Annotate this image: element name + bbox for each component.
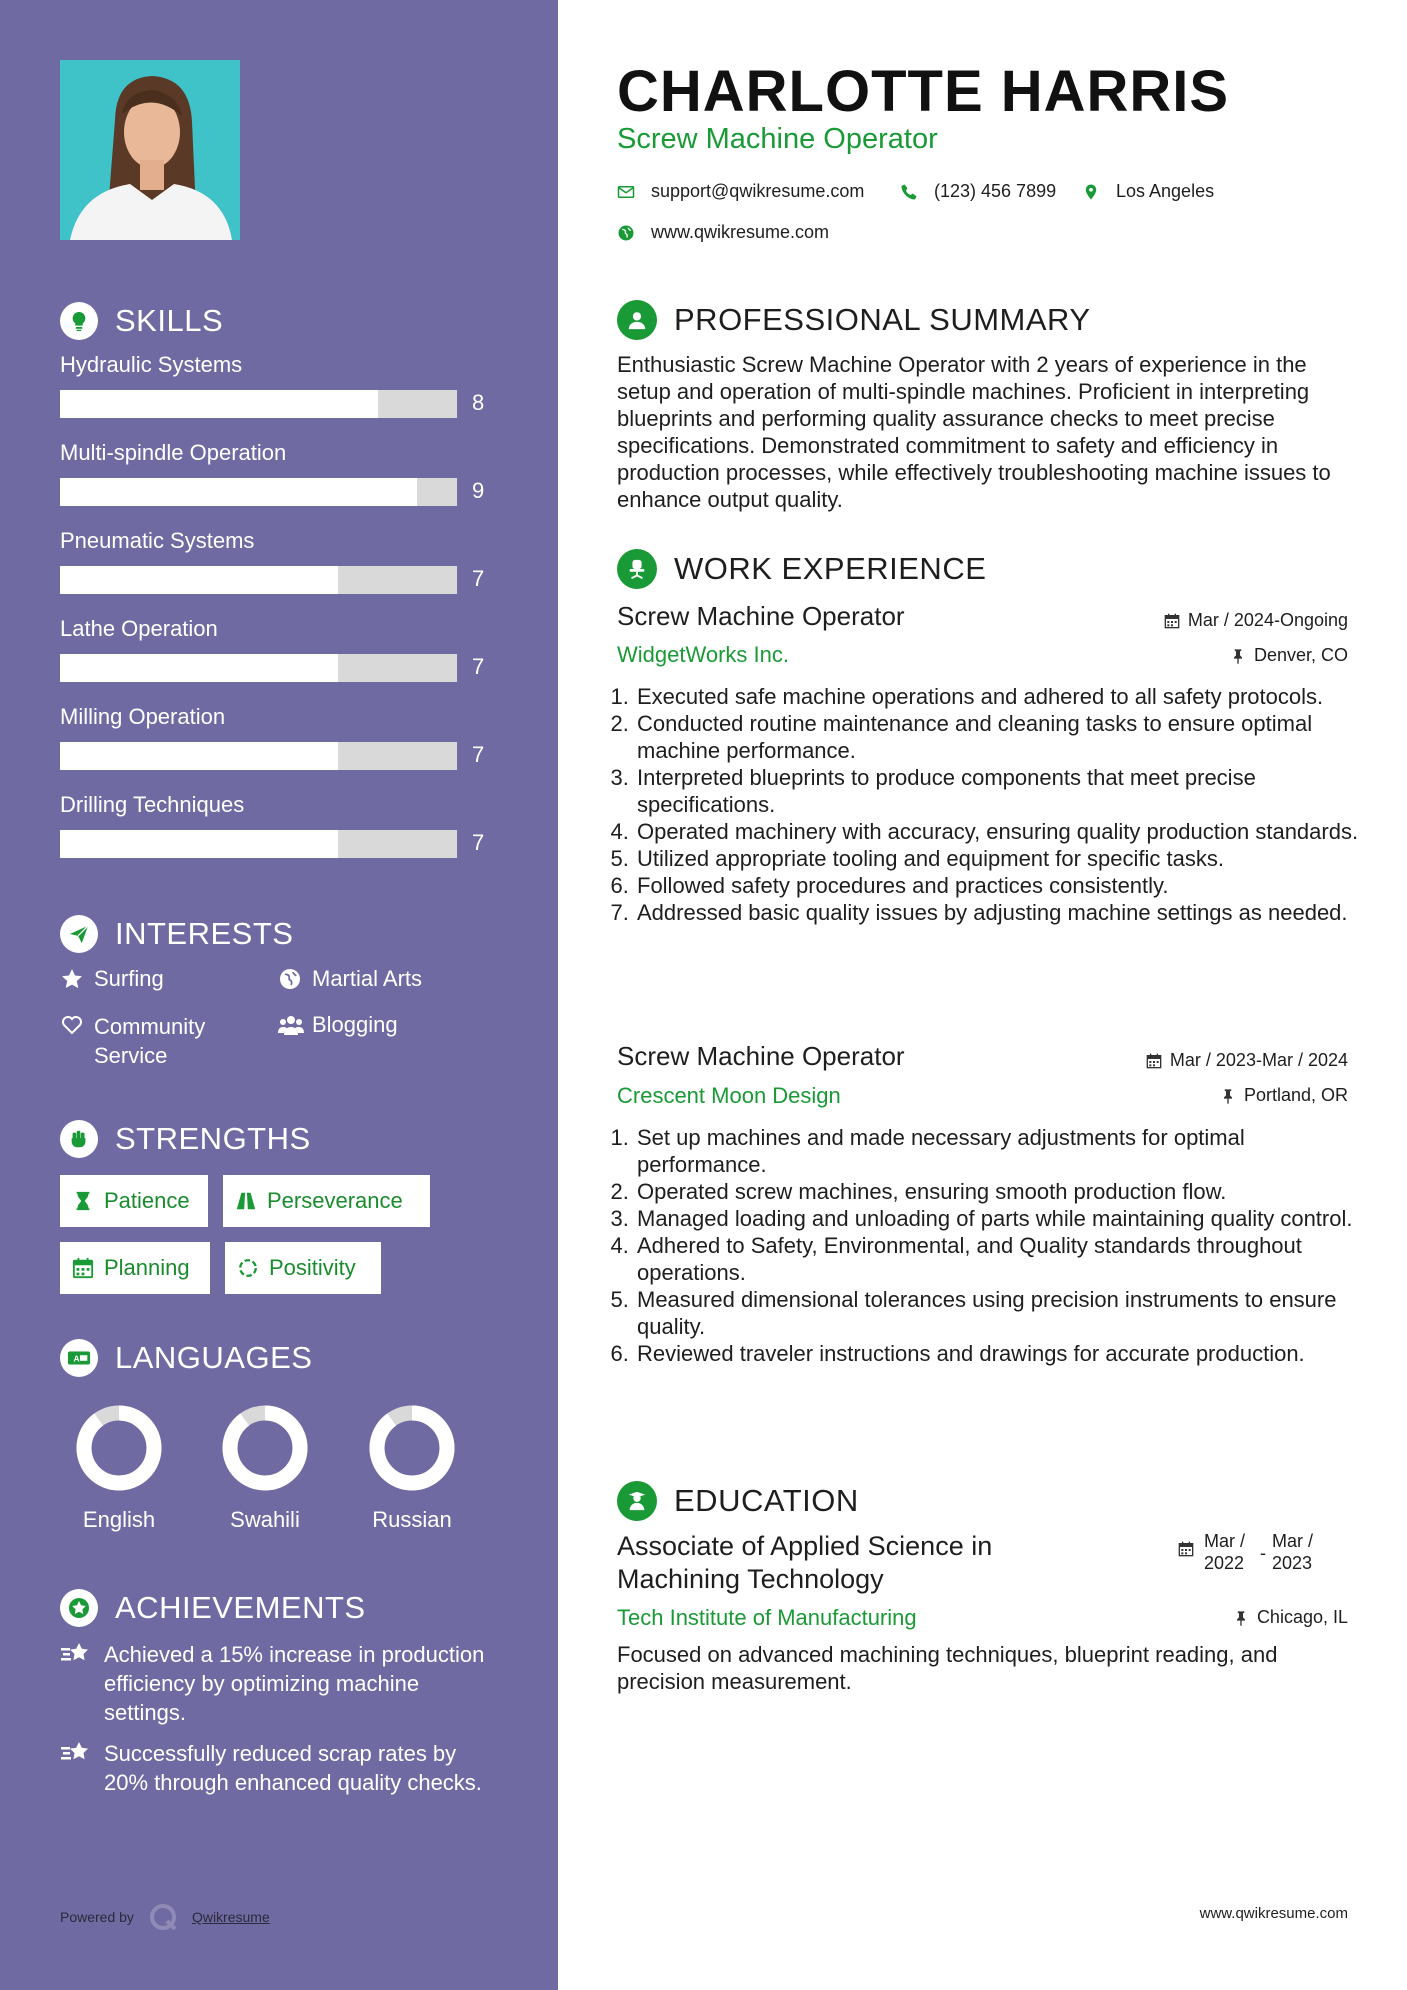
phone-icon — [900, 183, 918, 201]
language-donut — [367, 1403, 457, 1493]
education-description: Focused on advanced machining techniques, blueprint reading, and precision measurement. — [617, 1642, 1278, 1694]
duty-item: 6. Followed safety procedures and practices consistently. — [635, 872, 1375, 899]
contact-phone[interactable] — [900, 181, 1056, 202]
contact-location — [1082, 181, 1214, 202]
calendar-icon — [1146, 1053, 1162, 1069]
language-label: English — [82, 1507, 156, 1532]
duty-item: 7. Addressed basic quality issues by adjusting machine settings as needed. — [635, 899, 1375, 926]
strength-badge — [225, 1242, 381, 1294]
email-text: support@qwikresume.com — [651, 181, 865, 201]
qwikresume-logo-icon — [148, 1902, 178, 1932]
skill-bar-fill — [60, 654, 338, 682]
interests-title: INTERESTS — [115, 916, 294, 951]
experience-heading — [617, 549, 986, 589]
skill-bar — [60, 654, 457, 682]
strengths-heading — [60, 1120, 311, 1158]
skill-level: 7 — [472, 830, 485, 855]
duty-item: 6. Reviewed traveler instructions and drawings for accurate production. — [635, 1340, 1375, 1367]
award-icon — [60, 1589, 98, 1627]
language-label: Swahili — [230, 1507, 300, 1532]
interest-item — [278, 1012, 398, 1038]
job-location-text: Portland, OR — [1243, 1085, 1348, 1105]
duty-item: 1. Executed safe machine operations and adhered to all safety protocols. — [635, 683, 1375, 710]
interest-label: Martial Arts — [312, 966, 423, 991]
skill-level: 7 — [472, 566, 485, 591]
pushpin-icon — [1220, 1088, 1236, 1104]
experience-title: WORK EXPERIENCE — [674, 551, 987, 586]
hourglass-icon — [72, 1190, 94, 1212]
duty-item: 2. Conducted routine maintenance and cleaning tasks to ensure optimal machine performance. — [635, 710, 1375, 764]
job-company: Crescent Moon Design — [617, 1083, 841, 1108]
job-title: Screw Machine Operator — [617, 601, 905, 631]
duty-item: 5. Utilized appropriate tooling and equipment for specific tasks. — [635, 845, 1375, 872]
interest-item — [60, 966, 164, 992]
duty-item: 1. Set up machines and made necessary adjustments for optimal performance. — [635, 1124, 1375, 1178]
powered-by-label: Powered by — [60, 1909, 134, 1925]
interest-item — [60, 1012, 250, 1070]
strength-badge — [223, 1175, 430, 1227]
skills-heading — [60, 302, 223, 340]
achievement-text: Successfully reduced scrap rates by 20% through enhanced quality checks. — [104, 1741, 482, 1795]
contact-email[interactable] — [617, 181, 864, 202]
skills-title: SKILLS — [115, 303, 224, 338]
skill-bar-fill — [60, 566, 338, 594]
calendar-icon — [1164, 613, 1180, 629]
map-pin-icon — [1082, 183, 1100, 201]
summary-heading — [617, 300, 1091, 340]
users-icon — [278, 1013, 302, 1037]
education-heading — [617, 1481, 859, 1521]
skill-bar — [60, 742, 457, 770]
skill-label: Drilling Techniques — [60, 792, 245, 817]
pushpin-icon — [1230, 648, 1246, 664]
contact-website[interactable] — [617, 222, 829, 243]
skill-level: 7 — [472, 654, 485, 679]
website-text: www.qwikresume.com — [651, 222, 830, 242]
skill-bar-fill — [60, 742, 338, 770]
job-location — [1230, 645, 1348, 666]
candidate-name: CHARLOTTE HARRIS — [617, 59, 1230, 124]
job-date — [1146, 1050, 1348, 1071]
job-date — [1164, 610, 1348, 631]
globe-icon — [617, 224, 635, 242]
interests-heading — [60, 915, 293, 953]
duty-item: 4. Operated machinery with accuracy, ensuring quality production standards. — [635, 818, 1375, 845]
duty-item: 2. Operated screw machines, ensuring smooth production flow. — [635, 1178, 1375, 1205]
languages-title: LANGUAGES — [115, 1340, 313, 1375]
skill-bar — [60, 478, 457, 506]
shooting-star-icon — [60, 1640, 92, 1668]
achievements-heading — [60, 1589, 366, 1627]
achievement-item — [60, 1640, 500, 1727]
skill-bar — [60, 390, 457, 418]
skill-label: Milling Operation — [60, 704, 226, 729]
duty-item: 5. Measured dimensional tolerances using precision instruments to ensure quality. — [635, 1286, 1375, 1340]
strength-label: Positivity — [269, 1255, 356, 1280]
profile-photo — [60, 60, 240, 240]
skill-label: Hydraulic Systems — [60, 352, 243, 377]
skill-label: Lathe Operation — [60, 616, 218, 641]
qwikresume-link[interactable]: Qwikresume — [191, 1909, 270, 1925]
interest-label: Surfing — [94, 966, 164, 991]
skill-label: Pneumatic Systems — [60, 528, 255, 553]
education-start: Mar / 2022 — [1204, 1531, 1246, 1573]
interest-label: Community Service — [94, 1014, 206, 1068]
job-duties — [609, 1124, 1375, 1367]
skill-bar — [60, 566, 457, 594]
heart-icon — [60, 1013, 84, 1037]
location-text: Los Angeles — [1116, 181, 1215, 201]
skill-bar — [60, 830, 457, 858]
education-end: Mar / 2023 — [1272, 1531, 1314, 1573]
achievements-title: ACHIEVEMENTS — [115, 1590, 366, 1625]
job-duties — [609, 683, 1375, 926]
footer-website[interactable]: www.qwikresume.com — [1199, 1905, 1348, 1922]
education-title: EDUCATION — [674, 1483, 859, 1518]
education-dates — [1178, 1530, 1322, 1574]
calendar-icon — [1178, 1540, 1194, 1556]
job-location-text: Denver, CO — [1253, 645, 1348, 665]
job-company: WidgetWorks Inc. — [617, 642, 789, 667]
duty-item: 4. Adhered to Safety, Environmental, and Quality standards throughout operations. — [635, 1232, 1375, 1286]
language-label: Russian — [372, 1507, 452, 1532]
summary-text: Enthusiastic Screw Machine Operator with 2 years of experience in the setup and operation of multi-spindle machines. Proficient in interpreting blueprints and performing quality assurance checks to meet precise specifications. Demonstrated commitment to safety and efficiency in production processes, while effectively troubleshooting machine issues to enhance output quality. — [617, 352, 1331, 512]
pushpin-icon — [1233, 1610, 1249, 1626]
education-school: Tech Institute of Manufacturing — [617, 1605, 917, 1630]
achievement-item — [60, 1739, 500, 1797]
skill-bar-fill — [60, 830, 338, 858]
language-donut — [74, 1403, 164, 1493]
education-location-text: Chicago, IL — [1256, 1607, 1348, 1627]
globe-icon — [278, 967, 302, 991]
education-date-separator: - — [1260, 1543, 1266, 1563]
skill-level: 9 — [472, 478, 485, 503]
lightbulb-icon — [60, 302, 98, 340]
summary-title: PROFESSIONAL SUMMARY — [674, 302, 1091, 337]
skill-bar-fill — [60, 390, 378, 418]
powered-by — [60, 1902, 270, 1932]
job-date-text: Mar / 2023-Mar / 2024 — [1169, 1050, 1348, 1070]
strength-label: Planning — [104, 1255, 190, 1280]
job-location — [1220, 1085, 1348, 1106]
duty-item: 3. Managed loading and unloading of parts while maintaining quality control. — [635, 1205, 1375, 1232]
svg-text:A: A — [73, 1353, 80, 1364]
achievement-text: Achieved a 15% increase in production efficiency by optimizing machine settings. — [104, 1642, 485, 1725]
education-degree: Associate of Applied Science in Machining Technology — [617, 1531, 993, 1594]
strengths-title: STRENGTHS — [115, 1121, 311, 1156]
job-title: Screw Machine Operator — [617, 1041, 905, 1071]
star-icon — [60, 967, 84, 991]
fist-icon — [60, 1120, 98, 1158]
graduate-icon — [617, 1481, 657, 1521]
circle-notch-icon — [237, 1257, 259, 1279]
user-icon — [617, 300, 657, 340]
skill-label: Multi-spindle Operation — [60, 440, 287, 465]
road-icon — [235, 1190, 257, 1212]
phone-text: (123) 456 7899 — [934, 181, 1057, 201]
envelope-icon — [617, 183, 635, 201]
calendar-icon — [72, 1257, 94, 1279]
sidebar — [0, 0, 558, 1990]
interest-item — [278, 966, 422, 992]
skill-level: 7 — [472, 742, 485, 767]
strength-badge — [60, 1242, 210, 1294]
strength-label: Perseverance — [267, 1188, 403, 1213]
duty-item: 3. Interpreted blueprints to produce components that meet precise specifications. — [635, 764, 1375, 818]
languages-heading — [60, 1339, 312, 1377]
language-icon — [60, 1339, 98, 1377]
candidate-role: Screw Machine Operator — [617, 123, 938, 155]
strength-badge — [60, 1175, 208, 1227]
strength-label: Patience — [104, 1188, 190, 1213]
language-donut — [220, 1403, 310, 1493]
shooting-star-icon — [60, 1739, 92, 1767]
job-date-text: Mar / 2024-Ongoing — [1187, 610, 1348, 630]
office-chair-icon — [617, 549, 657, 589]
education-location — [1233, 1607, 1348, 1628]
interest-label: Blogging — [312, 1012, 398, 1037]
skill-bar-fill — [60, 478, 417, 506]
skill-level: 8 — [472, 390, 485, 415]
paper-plane-icon — [60, 915, 98, 953]
